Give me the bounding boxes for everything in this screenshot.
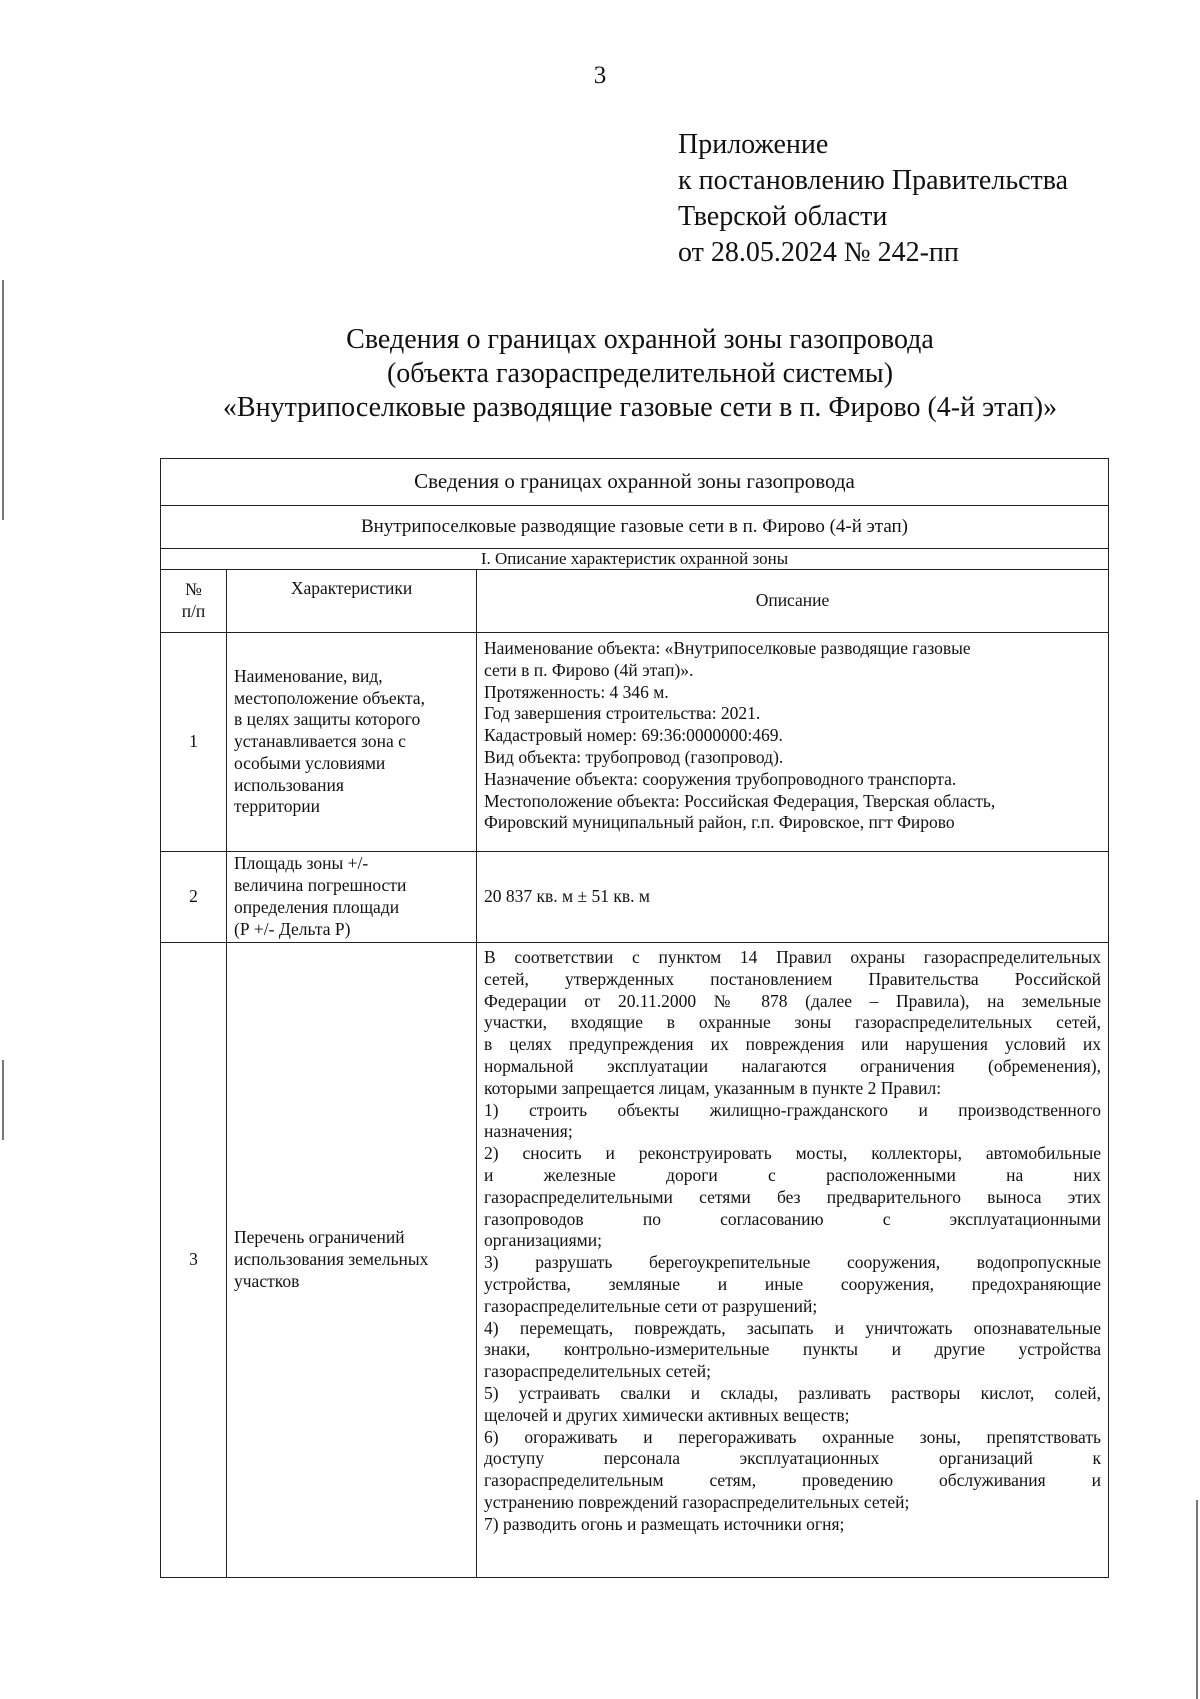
row-characteristic: [227, 633, 477, 852]
characteristic-line: Площадь зоны +/-: [234, 853, 369, 874]
description-line: 7) разводить огонь и размещать источники огня;: [484, 1513, 845, 1534]
page-number: 3: [593, 62, 607, 89]
row-number: 2: [161, 852, 227, 943]
table-row: [161, 943, 1109, 1578]
description-line: Федерации от 20.11.2000 № 878 (далее – Правила), на земельные: [484, 990, 1101, 1011]
description-line: устранению повреждений газораспределительных сетей;: [484, 1491, 910, 1512]
description-line: 6) огораживать и перегораживать охранные зоны, препятствовать: [484, 1426, 1101, 1447]
description-line: назначения;: [484, 1121, 573, 1142]
column-header-description: Описание: [477, 570, 1109, 633]
section-title: I. Описание характеристик охранной зоны: [161, 549, 1109, 570]
document-title: [60, 323, 1200, 425]
characteristic-line: определения площади: [234, 897, 400, 917]
description-line: в целях предупреждения их повреждения или нарушения условий их: [484, 1034, 1101, 1055]
description-line: газораспределительные сети от разрушений;: [484, 1295, 818, 1316]
description-line: газораспределительными сетями без предварительного выноса этих: [484, 1186, 1101, 1207]
description-line: газораспределительных сетей;: [484, 1361, 711, 1382]
description-line: Год завершения строительства: 2021.: [484, 703, 761, 724]
section-title-row: [161, 549, 1109, 570]
characteristic-line: территории: [234, 796, 320, 817]
title-line-2: (объекта газораспределительной системы): [386, 358, 894, 389]
characteristic-line: устанавливается зона с: [234, 731, 406, 752]
description-line: Фировский муниципальный район, г.п. Фировское, пгт Фирово: [484, 812, 955, 833]
description-line: устройства, земляные и иные сооружения, предохраняющие: [484, 1273, 1101, 1294]
description-line: газораспределительным сетям, проведению обслуживания и: [484, 1470, 1101, 1491]
description-line: и железные дороги с расположенными на них: [484, 1164, 1101, 1185]
description-line: Местоположение объекта: Российская Федерация, Тверская область,: [484, 790, 996, 811]
description-line: доступу персонала эксплуатационных организаций к: [484, 1448, 1101, 1469]
scan-edge-mark-right: [1196, 1500, 1198, 1699]
table-header-row: [161, 459, 1109, 506]
description-line: Кадастровый номер: 69:36:0000000:469.: [484, 725, 783, 746]
table-subheader-row: [161, 506, 1109, 549]
table-header: Сведения о границах охранной зоны газопровода: [161, 459, 1109, 506]
appendix-line-1: Приложение: [678, 129, 829, 160]
table-row: [161, 633, 1109, 852]
description-line: Вид объекта: трубопровод (газопровод).: [484, 746, 784, 767]
description-line: 5) устраивать свалки и склады, разливать растворы кислот, солей,: [484, 1382, 1101, 1403]
appendix-line-2: к постановлению Правительства: [678, 165, 1069, 196]
description-line: сети в п. Фирово (4й этап)».: [484, 659, 694, 680]
row-characteristic: [227, 852, 477, 943]
description-line: Наименование объекта: «Внутрипоселковые разводящие газовые: [484, 638, 971, 658]
characteristic-line: в целях защиты которого: [234, 709, 421, 730]
column-headers-row: [161, 570, 1109, 633]
title-line-3: «Внутрипоселковые разводящие газовые сети в п. Фирово (4-й этап)»: [222, 392, 1058, 423]
characteristic-line: использования: [234, 774, 344, 795]
characteristic-line: участков: [234, 1270, 300, 1291]
scan-edge-mark-left: [2, 280, 4, 520]
table-row: [161, 852, 1109, 943]
zone-info-table: [160, 458, 1109, 1578]
description-line: щелочей и других химически активных веществ;: [484, 1404, 850, 1425]
row-description: [477, 943, 1109, 1578]
appendix-line-4: от 28.05.2024 № 242-пп: [678, 237, 959, 268]
description-line: знаки, контрольно-измерительные пункты и другие устройства: [484, 1339, 1101, 1360]
row-number: 1: [161, 633, 227, 852]
row-description: [477, 852, 1109, 943]
scan-edge-mark-left-lower: [2, 1060, 4, 1140]
description-line: В соответствии с пунктом 14 Правил охраны газораспределительных: [484, 947, 1101, 967]
description-line: которыми запрещается лицам, указанным в пункте 2 Правил:: [484, 1077, 942, 1098]
description-line: нормальной эксплуатации налагаются ограничения (обременения),: [484, 1055, 1101, 1076]
row-description: [477, 633, 1109, 852]
description-line: Протяженность: 4 346 м.: [484, 681, 669, 702]
column-header-number-line-2: п/п: [181, 601, 206, 621]
characteristic-line: величина погрешности: [234, 875, 407, 896]
description-line: сетей, утвержденных постановлением Правительства Российской: [484, 968, 1101, 989]
description-line: Назначение объекта: сооружения трубопроводного транспорта.: [484, 768, 957, 789]
description-line: 4) перемещать, повреждать, засыпать и уничтожать опознавательные: [484, 1317, 1101, 1338]
table-subheader: Внутрипоселковые разводящие газовые сети в п. Фирово (4-й этап): [161, 506, 1109, 549]
characteristic-line: (Р +/- Дельта Р): [234, 918, 351, 939]
description-line: 20 837 кв. м ± 51 кв. м: [484, 886, 650, 907]
characteristic-line: Наименование, вид,: [234, 665, 383, 686]
appendix-line-3: Тверской области: [678, 201, 888, 232]
description-line: 1) строить объекты жилищно-гражданского и производственного: [484, 1099, 1101, 1120]
description-line: газопроводов по согласованию с эксплуатационными: [484, 1208, 1101, 1229]
row-number: 3: [161, 943, 227, 1578]
description-line: 2) сносить и реконструировать мосты, коллекторы, автомобильные: [484, 1143, 1101, 1164]
column-header-characteristics: Характеристики: [227, 570, 477, 633]
characteristic-line: местоположение объекта,: [234, 687, 425, 708]
column-header-number: [161, 570, 227, 633]
characteristic-line: Перечень ограничений: [234, 1227, 405, 1248]
characteristic-line: использования земельных: [234, 1249, 429, 1270]
column-header-number-line-1: №: [185, 579, 202, 600]
characteristic-line: особыми условиями: [234, 752, 386, 773]
description-line: организациями;: [484, 1230, 602, 1251]
description-line: 3) разрушать берегоукрепительные сооружения, водопропускные: [484, 1252, 1101, 1273]
row-characteristic: [227, 943, 477, 1578]
description-line: участки, входящие в охранные зоны газораспределительных сетей,: [484, 1012, 1101, 1033]
title-line-1: Сведения о границах охранной зоны газопровода: [346, 324, 934, 355]
appendix-block: [678, 127, 1068, 271]
